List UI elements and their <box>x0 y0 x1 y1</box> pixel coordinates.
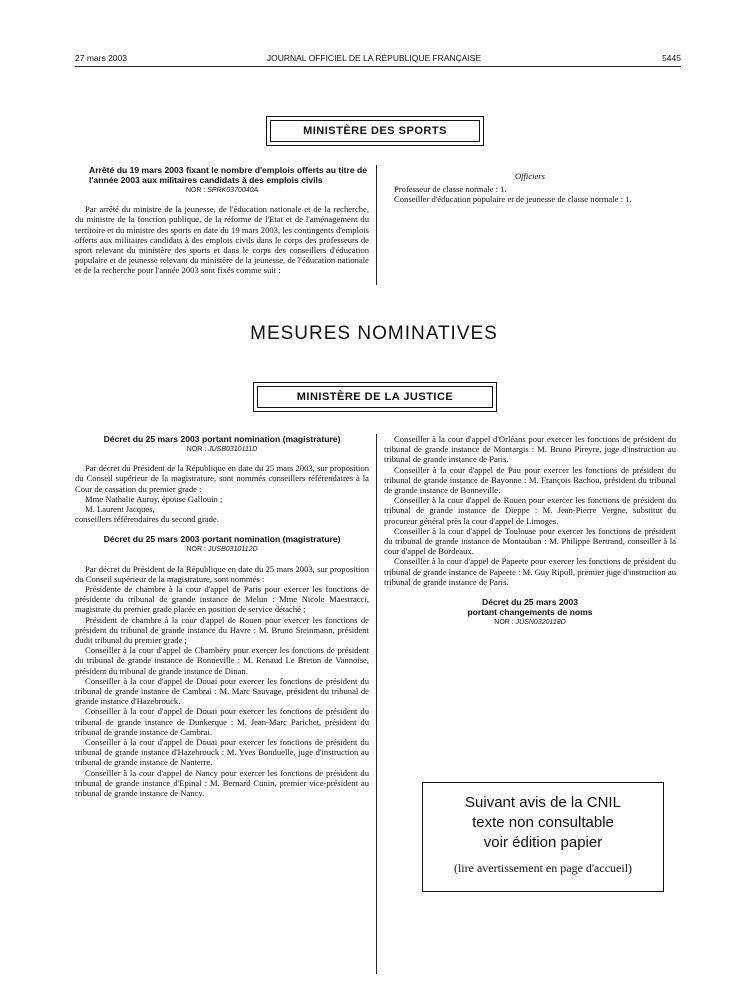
page-number: 5445 <box>662 53 681 63</box>
column-rule <box>376 165 377 285</box>
decret2-para: Par décret du Président de la République en date du 25 mars 2003, sur proposition du Conseil supérieur de la magistrature, sont nommés : <box>75 563 369 584</box>
decret1-nor: NOR : JUSB0310111D <box>186 446 258 453</box>
decret1-grade: conseillers référendaires du second grade. <box>75 514 219 525</box>
cnil-line-2: texte non consultable <box>472 814 614 831</box>
journal-title: JOURNAL OFFICIEL DE LA RÉPUBLIQUE FRANÇAISE <box>266 53 482 63</box>
decret1-para: Par décret du Président de la République en date du 25 mars 2003, sur proposition du Conseil supérieur de la magistrature, sont nommés conseillers référendaires à la Cour de cassation du premier grade : <box>75 463 369 494</box>
decret2-para: Président de chambre à la cour d'appel de Rouen pour exercer les fonctions de président du tribunal de grande instance du Havre : M. Bruno Steinmann, président dudit tribunal du premier grade ; <box>75 614 369 646</box>
decret2-nor: NOR : JUSB0310112D <box>186 546 258 554</box>
mesures-nominatives-heading: MESURES NOMINATIVES <box>250 323 498 344</box>
decret3-nor: NOR : JUSN0320118D <box>494 619 566 627</box>
header-rule <box>75 66 681 67</box>
ministry-justice-box <box>253 382 497 412</box>
sports-subheading: Officiers <box>514 171 546 181</box>
header-date: 27 mars 2003 <box>75 53 127 63</box>
decret3-title: Décret du 25 mars 2003 portant changements de noms <box>467 597 593 618</box>
decret2-para: Conseiller à la cour d'appel d'Orléans pour exercer les fonctions de président du tribunal de grande instance de Montargis : M. Bruno Pireyre, juge d'instruction au tribunal de grande instance de Paris. <box>384 434 676 465</box>
sports-item-professeur: Professeur de classe normale : 1. <box>394 184 507 195</box>
decret2-para: Conseiller à la cour d'appel de Papeete pour exercer les fonctions de président du tribunal de grande instance de Papeete : M. Guy Ripoll, premier juge d'instruction au tribunal de grande instance de Paris. <box>384 556 676 587</box>
sports-right-column <box>384 165 676 205</box>
decret1-name-1: Mme Nathalie Auroy, épouse Gallouin ; <box>85 493 223 504</box>
cnil-line-3: voir édition papier <box>483 834 603 851</box>
decret2-title: Décret du 25 mars 2003 portant nomination (magistrature) <box>103 534 341 545</box>
ministry-sports-label: MINISTÈRE DES SPORTS <box>303 125 447 137</box>
decret2-para: Conseiller à la cour d'appel de Douai pour exercer les fonctions de président du tribunal de grande instance de Cambrai : M. Marc Sauvage, président du tribunal de grande instance d'Hazebrouck. <box>75 675 369 707</box>
decret2-para: Conseiller à la cour d'appel de Chambéry pour exercer les fonctions de président du tribunal de grande instance de Bonneville : M. Renaud Le Breton de Vannoise, président du tribunal de grande instance de Dinan. <box>75 645 369 676</box>
column-rule <box>376 434 377 974</box>
decret2-para: Conseiller à la cour d'appel de Douai pour exercer les fonctions de président du tribunal de grande instance de Dunkerque : M. Jean-Marc Parichet, président du tribunal de grande instance de Cambrai. <box>75 706 369 737</box>
decret2-para: Conseiller à la cour d'appel de Nancy pour exercer les fonctions de président du tribunal de grande instance d'Epinal : M. Bernard Cunin, premier vice-président au tribunal de grande instance de Nancy. <box>75 767 369 799</box>
sports-item-conseiller: Conseiller d'éducation populaire et de jeunesse de classe normale : 1. <box>394 194 632 205</box>
decret2-para: Conseiller à la cour d'appel de Toulouse pour exercer les fonctions de président du tribunal de grande instance de Montauban : M. Philippe Bertrand, conseiller à la cour d'appel de Bordeaux. <box>384 525 676 557</box>
decret2-para: Présidente de chambre à la cour d'appel de Paris pour exercer les fonctions de présidente du tribunal de grande instance de Melun : Mme Nicole Maestracci, magistrate du premier grade placée en position de service détaché ; <box>75 584 369 615</box>
sports-nor: NOR : SPRK0370040A <box>185 187 259 194</box>
cnil-line-4: (lire avertissement en page d'accueil) <box>453 861 633 875</box>
ministry-sports-box <box>266 116 484 146</box>
decret2-para: Conseiller à la cour d'appel de Rouen pour exercer les fonctions de président du tribunal de grande instance de Dieppe : M. Jean-Pierre Vergne, substitut du procureur général près la cour d'appel de Limoges. <box>384 495 676 526</box>
sports-body-left: Par arrêté du ministre de la jeunesse, de l'éducation nationale et de la recherche, du ministre de la fonction publique, de la réforme de l'Etat et de l'aménagement du territoire et du ministre des sports en date du 19 mars 2003, les contingents d'emplois offerts aux militaires candidats à des emplois civils dans le corps des professeurs de sport relevant du ministère des sports et dans le corps des conseillers d'éducation populaire et de jeunesse relevant du ministère de la jeunesse, de l'éducation nationale et de la recherche pour l'année 2003 sont fixés comme suit : <box>75 204 369 276</box>
decret2-para: Conseiller à la cour d'appel de Douai pour exercer les fonctions de président du tribunal de grande instance d'Hazebrouck : M. Yves Bonduelle, juge d'instruction au tribunal de grande instance de Nanterre. <box>75 737 369 768</box>
justice-left-column <box>75 434 369 798</box>
ministry-justice-label: MINISTÈRE DE LA JUSTICE <box>296 391 454 403</box>
decret1-name-2: M. Laurent Jacques, <box>85 504 155 515</box>
decret2-para: Conseiller à la cour d'appel de Pau pour exercer les fonctions de président du tribunal de grande instance de Bayonne : M. François Rachou, président du tribunal de grande instance de Bonneville. <box>384 464 676 496</box>
decret1-title: Décret du 25 mars 2003 portant nomination (magistrature) <box>103 434 341 444</box>
cnil-notice-box <box>422 782 664 892</box>
cnil-line-1: Suivant avis de la CNIL <box>465 794 621 811</box>
sports-arrete-title: Arrêté du 19 mars 2003 fixant le nombre d'emplois offerts au titre de l'année 2003 aux militaires candidats à des emplois civils <box>89 165 368 185</box>
justice-right-column <box>384 434 676 636</box>
